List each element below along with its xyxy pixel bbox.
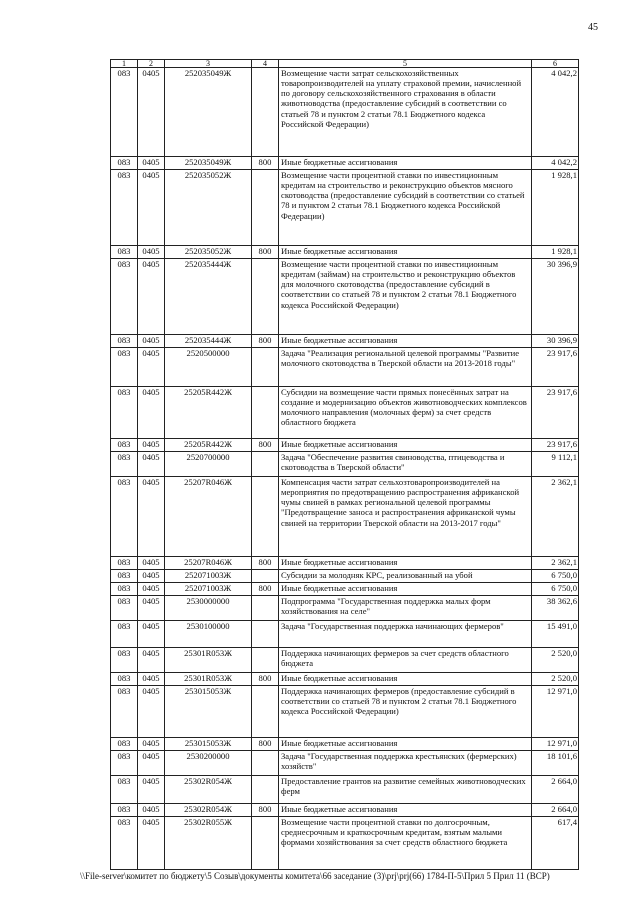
ministry-code-cell: 083: [111, 452, 138, 477]
amount-cell: 23 917,6: [532, 348, 579, 387]
description-cell: Подпрограмма "Государственная поддержка малых форм хозяйствования на селе": [279, 596, 532, 621]
table-row: [111, 804, 579, 817]
ministry-code-cell: 083: [111, 804, 138, 817]
description-cell: Субсидии за молодняк КРС, реализованный на убой: [279, 570, 532, 583]
target-article-cell: 25302R054Ж: [165, 776, 252, 804]
target-article-cell: 25207R046Ж: [165, 477, 252, 557]
target-article-cell: 25205R442Ж: [165, 439, 252, 452]
amount-cell: 2 520,0: [532, 648, 579, 673]
section-code-cell: 0405: [138, 804, 165, 817]
amount-cell: 12 971,0: [532, 686, 579, 738]
amount-cell: 2 362,1: [532, 557, 579, 570]
target-article-cell: 25301R053Ж: [165, 648, 252, 673]
description-cell: Задача "Реализация региональной целевой программы "Развитие молочного скотоводства в Тверской области на 2013-2018 годы": [279, 348, 532, 387]
expense-type-cell: [252, 621, 279, 648]
expense-type-cell: [252, 68, 279, 157]
expense-type-cell: [252, 817, 279, 870]
description-cell: Поддержка начинающих фермеров за счет средств областного бюджета: [279, 648, 532, 673]
table-row: [111, 335, 579, 348]
ministry-code-cell: 083: [111, 157, 138, 170]
ministry-code-cell: 083: [111, 170, 138, 246]
table-row: [111, 557, 579, 570]
expense-type-cell: [252, 596, 279, 621]
amount-cell: 2 520,0: [532, 673, 579, 686]
footer-path: \\File-server\комитет по бюджету\5 Созыв\документы комитета\66 заседание (3)\prj\prj(66) 1784-П-5\Прил 5 Прил 11 (ВСР): [80, 871, 550, 881]
ministry-code-cell: 083: [111, 583, 138, 596]
section-code-cell: 0405: [138, 259, 165, 335]
ministry-code-cell: 083: [111, 738, 138, 751]
expense-type-cell: [252, 648, 279, 673]
table-row: [111, 686, 579, 738]
table-row: [111, 452, 579, 477]
target-article-cell: 25205R442Ж: [165, 387, 252, 439]
section-code-cell: 0405: [138, 68, 165, 157]
section-code-cell: 0405: [138, 596, 165, 621]
section-code-cell: 0405: [138, 621, 165, 648]
ministry-code-cell: 083: [111, 621, 138, 648]
section-code-cell: 0405: [138, 348, 165, 387]
description-cell: Компенсация части затрат сельхозтоваропроизводителей на мероприятия по предотвращению распространения африканской чумы свиней в рамках региональной целевой программы "Предотвращение заноса и распространения африканской чумы свиней на территории Тверской области на 2013-2017 годы": [279, 477, 532, 557]
expense-type-cell: 800: [252, 738, 279, 751]
description-cell: Иные бюджетные ассигнования: [279, 439, 532, 452]
expense-type-cell: [252, 452, 279, 477]
ministry-code-cell: 083: [111, 348, 138, 387]
table-row: [111, 648, 579, 673]
table-row: [111, 246, 579, 259]
section-code-cell: 0405: [138, 738, 165, 751]
table-row: [111, 673, 579, 686]
expense-type-cell: [252, 751, 279, 776]
expense-type-cell: [252, 686, 279, 738]
ministry-code-cell: 083: [111, 817, 138, 870]
section-code-cell: 0405: [138, 673, 165, 686]
expense-type-cell: [252, 259, 279, 335]
ministry-code-cell: 083: [111, 648, 138, 673]
expense-type-cell: 800: [252, 335, 279, 348]
target-article-cell: 2520500000: [165, 348, 252, 387]
ministry-code-cell: 083: [111, 246, 138, 259]
description-cell: Субсидии на возмещение части прямых понесённых затрат на создание и модернизацию объектов животноводческих комплексов молочного направления (молочных ферм) за счет средств областного бюджета: [279, 387, 532, 439]
description-cell: Иные бюджетные ассигнования: [279, 557, 532, 570]
amount-cell: 1 928,1: [532, 170, 579, 246]
description-cell: Иные бюджетные ассигнования: [279, 804, 532, 817]
ministry-code-cell: 083: [111, 477, 138, 557]
ministry-code-cell: 083: [111, 387, 138, 439]
ministry-code-cell: 083: [111, 751, 138, 776]
target-article-cell: 252071003Ж: [165, 583, 252, 596]
header-cell-6: 6: [532, 60, 579, 68]
table-row: [111, 776, 579, 804]
description-cell: Задача "Государственная поддержка крестьянских (фермерских) хозяйств": [279, 751, 532, 776]
table-row: [111, 817, 579, 870]
ministry-code-cell: 083: [111, 596, 138, 621]
header-cell-2: 2: [138, 60, 165, 68]
description-cell: Иные бюджетные ассигнования: [279, 673, 532, 686]
amount-cell: 2 664,0: [532, 776, 579, 804]
target-article-cell: 252035444Ж: [165, 259, 252, 335]
ministry-code-cell: 083: [111, 335, 138, 348]
amount-cell: 2 664,0: [532, 804, 579, 817]
ministry-code-cell: 083: [111, 439, 138, 452]
target-article-cell: 25302R054Ж: [165, 804, 252, 817]
target-article-cell: 2530100000: [165, 621, 252, 648]
amount-cell: 6 750,0: [532, 570, 579, 583]
table-header: [111, 60, 579, 68]
expense-type-cell: 800: [252, 157, 279, 170]
description-cell: Иные бюджетные ассигнования: [279, 335, 532, 348]
table-body: [111, 68, 579, 870]
header-cell-4: 4: [252, 60, 279, 68]
ministry-code-cell: 083: [111, 673, 138, 686]
table-row: [111, 68, 579, 157]
expense-type-cell: [252, 570, 279, 583]
section-code-cell: 0405: [138, 335, 165, 348]
amount-cell: 1 928,1: [532, 246, 579, 259]
description-cell: Иные бюджетные ассигнования: [279, 738, 532, 751]
description-cell: Иные бюджетные ассигнования: [279, 157, 532, 170]
target-article-cell: 2520700000: [165, 452, 252, 477]
amount-cell: 15 491,0: [532, 621, 579, 648]
section-code-cell: 0405: [138, 817, 165, 870]
target-article-cell: 253015053Ж: [165, 686, 252, 738]
expense-type-cell: [252, 170, 279, 246]
expense-type-cell: 800: [252, 804, 279, 817]
target-article-cell: 252035052Ж: [165, 170, 252, 246]
description-cell: Возмещение части процентной ставки по инвестиционным кредитам на строительство и реконструкцию объектов мясного скотоводства (предоставление субсидий в соответствии со статьей 78 и пунктом 2 статьи 78.1 Бюджетного кодекса Российской Федерации): [279, 170, 532, 246]
target-article-cell: 253015053Ж: [165, 738, 252, 751]
expense-type-cell: 800: [252, 246, 279, 259]
amount-cell: 9 112,1: [532, 452, 579, 477]
amount-cell: 2 362,1: [532, 477, 579, 557]
amount-cell: 6 750,0: [532, 583, 579, 596]
target-article-cell: 252071003Ж: [165, 570, 252, 583]
description-cell: Иные бюджетные ассигнования: [279, 583, 532, 596]
section-code-cell: 0405: [138, 751, 165, 776]
target-article-cell: 25207R046Ж: [165, 557, 252, 570]
section-code-cell: 0405: [138, 170, 165, 246]
expense-type-cell: 800: [252, 583, 279, 596]
amount-cell: 18 101,6: [532, 751, 579, 776]
table-row: [111, 621, 579, 648]
ministry-code-cell: 083: [111, 686, 138, 738]
description-cell: Возмещение части затрат сельскохозяйственных товаропроизводителей на уплату страховой премии, начисленной по договору сельскохозяйственного страхования в области животноводства (предоставление субсидий в соответствии со статьей 78 и пунктом 2 статьи 78.1 Бюджетного кодекса Российской Федерации): [279, 68, 532, 157]
target-article-cell: 25301R053Ж: [165, 673, 252, 686]
header-cell-1: 1: [111, 60, 138, 68]
amount-cell: 30 396,9: [532, 335, 579, 348]
description-cell: Задача "Государственная поддержка начинающих фермеров": [279, 621, 532, 648]
amount-cell: 23 917,6: [532, 439, 579, 452]
section-code-cell: 0405: [138, 583, 165, 596]
section-code-cell: 0405: [138, 648, 165, 673]
ministry-code-cell: 083: [111, 570, 138, 583]
expense-type-cell: [252, 387, 279, 439]
target-article-cell: 252035444Ж: [165, 335, 252, 348]
description-cell: Задача "Обеспечение развития свиноводства, птицеводства и скотоводства в Тверской области": [279, 452, 532, 477]
section-code-cell: 0405: [138, 570, 165, 583]
amount-cell: 4 042,2: [532, 157, 579, 170]
target-article-cell: 2530000000: [165, 596, 252, 621]
expense-type-cell: 800: [252, 673, 279, 686]
amount-cell: 12 971,0: [532, 738, 579, 751]
section-code-cell: 0405: [138, 387, 165, 439]
section-code-cell: 0405: [138, 157, 165, 170]
table-row: [111, 348, 579, 387]
description-cell: Предоставление грантов на развитие семейных животноводческих ферм: [279, 776, 532, 804]
table-row: [111, 751, 579, 776]
amount-cell: 617,4: [532, 817, 579, 870]
target-article-cell: 252035052Ж: [165, 246, 252, 259]
header-row: [111, 60, 579, 68]
expense-type-cell: 800: [252, 557, 279, 570]
amount-cell: 4 042,2: [532, 68, 579, 157]
description-cell: Возмещение части процентной ставки по инвестиционным кредитам (займам) на строительство и реконструкцию объектов для молочного скотоводства (предоставление субсидий в соответствии со статьей 78 и пунктом 2 статьи 78.1 Бюджетного кодекса Российской Федерации): [279, 259, 532, 335]
amount-cell: 38 362,6: [532, 596, 579, 621]
table-row: [111, 170, 579, 246]
section-code-cell: 0405: [138, 477, 165, 557]
budget-table: [110, 59, 579, 870]
table-row: [111, 570, 579, 583]
target-article-cell: 252035049Ж: [165, 68, 252, 157]
header-cell-3: 3: [165, 60, 252, 68]
table-row: [111, 439, 579, 452]
ministry-code-cell: 083: [111, 259, 138, 335]
section-code-cell: 0405: [138, 557, 165, 570]
target-article-cell: 2530200000: [165, 751, 252, 776]
table-row: [111, 596, 579, 621]
expense-type-cell: [252, 477, 279, 557]
expense-type-cell: [252, 776, 279, 804]
ministry-code-cell: 083: [111, 68, 138, 157]
table-row: [111, 387, 579, 439]
table-row: [111, 477, 579, 557]
table-row: [111, 738, 579, 751]
table-row: [111, 259, 579, 335]
target-article-cell: 25302R055Ж: [165, 817, 252, 870]
section-code-cell: 0405: [138, 246, 165, 259]
amount-cell: 30 396,9: [532, 259, 579, 335]
header-cell-5: 5: [279, 60, 532, 68]
section-code-cell: 0405: [138, 776, 165, 804]
table-row: [111, 157, 579, 170]
section-code-cell: 0405: [138, 439, 165, 452]
section-code-cell: 0405: [138, 452, 165, 477]
ministry-code-cell: 083: [111, 776, 138, 804]
page-number: 45: [588, 22, 598, 33]
description-cell: Поддержка начинающих фермеров (предоставление субсидий в соответствии со статьей 78 и пунктом 2 статьи 78.1 Бюджетного кодекса Российской Федерации): [279, 686, 532, 738]
description-cell: Возмещение части процентной ставки по долгосрочным, среднесрочным и краткосрочным кредитам, взятым малыми формами хозяйствования за счет средств областного бюджета: [279, 817, 532, 870]
ministry-code-cell: 083: [111, 557, 138, 570]
expense-type-cell: 800: [252, 439, 279, 452]
table-row: [111, 583, 579, 596]
description-cell: Иные бюджетные ассигнования: [279, 246, 532, 259]
expense-type-cell: [252, 348, 279, 387]
section-code-cell: 0405: [138, 686, 165, 738]
target-article-cell: 252035049Ж: [165, 157, 252, 170]
amount-cell: 23 917,6: [532, 387, 579, 439]
